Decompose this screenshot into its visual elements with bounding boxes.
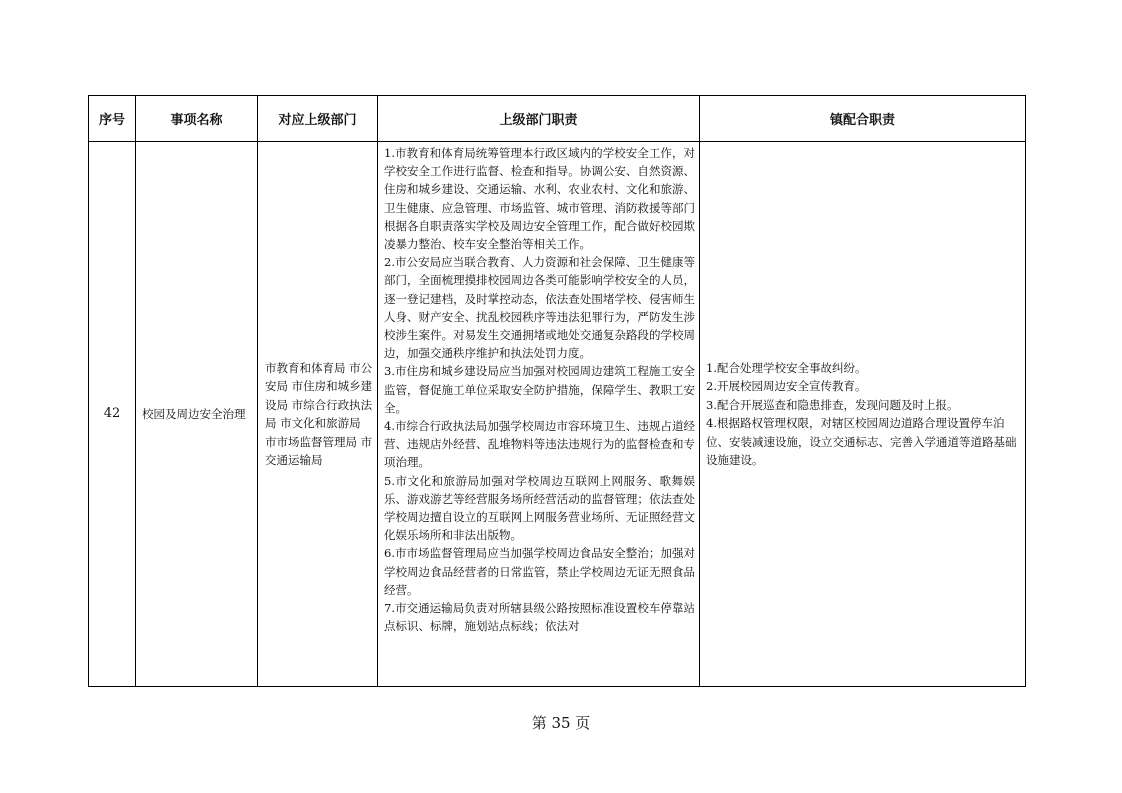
upper-resp-item: 5.市文化和旅游局加强对学校周边互联网上网服务、歌舞娱乐、游戏游艺等经营服务场所经营活动的监督管理；依法查处学校周边擅自设立的互联网上网服务营业场所、无证照经营文化娱乐场所和非法出版物。 — [384, 473, 695, 543]
upper-responsibilities — [378, 142, 700, 687]
table-header-row — [89, 96, 1026, 142]
department-list — [258, 142, 378, 687]
page-number: 第 35 页 — [531, 714, 591, 732]
department-item: 市公安局 — [265, 360, 373, 393]
upper-resp-item: 2.市公安局应当联合教育、人力资源和社会保障、卫生健康等部门，全面梳理摸排校园周边各类可能影响学校安全的人员，逐一登记建档，及时掌控动态，依法查处围堵学校、侵害师生人身、财产安全、扰乱校园秩序等违法犯罪行为，严防发生涉校涉生案件。对易发生交通拥堵或地处交通复杂路段的学校周边，加强交通秩序维护和执法处罚力度。 — [384, 255, 695, 361]
header-name: 事项名称 — [136, 96, 258, 142]
department-item: 市市场监督管理局 — [265, 434, 357, 449]
upper-resp-item: 6.市市场监督管理局应当加强学校周边食品安全整治；加强对学校周边食品经营者的日常监管，禁止学校周边无证无照食品经营。 — [384, 546, 695, 597]
department-item: 市交通运输局 — [265, 434, 373, 467]
town-responsibilities — [700, 142, 1026, 687]
header-no: 序号 — [89, 96, 136, 142]
town-resp-item: 1.配合处理学校安全事故纠纷。 — [706, 360, 867, 375]
item-name: 校园及周边安全治理 — [136, 142, 258, 687]
town-resp-item: 2.开展校园周边安全宣传教育。 — [706, 379, 867, 393]
header-upper-resp: 上级部门职责 — [378, 96, 700, 142]
upper-resp-item: 1.市教育和体育局统筹管理本行政区域内的学校安全工作，对学校安全工作进行监督、检查和指导。协调公安、自然资源、住房和城乡建设、交通运输、水利、农业农村、文化和旅游、卫生健康、应急管理、市场监管、城市管理、消防救援等部门根据各自职责落实学校及周边安全管理工作，配合做好校园欺凌暴力整治、校车安全整治等相关工作。 — [384, 146, 695, 252]
department-item: 市综合行政执法局 — [265, 397, 373, 430]
upper-resp-item: 7.市交通运输局负责对所辖县级公路按照标准设置校车停靠站点标识、标牌，施划站点标线；依法对 — [384, 601, 695, 634]
upper-resp-item: 4.市综合行政执法局加强学校周边市容环境卫生、违规占道经营、违规店外经营、乱堆物料等违法违规行为的监督检查和专项治理。 — [384, 419, 695, 470]
department-item: 市文化和旅游局 — [280, 416, 361, 430]
row-number: 42 — [89, 142, 136, 687]
responsibility-table — [88, 95, 1026, 687]
department-item: 市住房和城乡建设局 — [265, 379, 373, 412]
header-dept: 对应上级部门 — [258, 96, 378, 142]
department-item: 市教育和体育局 — [265, 360, 346, 375]
upper-resp-item: 3.市住房和城乡建设局应当加强对校园周边建筑工程施工安全监管，督促施工单位采取安全防护措施，保障学生、教职工安全。 — [384, 364, 695, 415]
town-resp-item: 3.配合开展巡查和隐患排查，发现问题及时上报。 — [706, 397, 959, 412]
town-resp-item: 4.根据路权管理权限，对辖区校园周边道路合理设置停车泊位、安装减速设施，设立交通标志、完善入学通道等道路基础设施建设。 — [706, 416, 1017, 467]
table-row — [89, 142, 1026, 687]
header-town-resp: 镇配合职责 — [700, 96, 1026, 142]
